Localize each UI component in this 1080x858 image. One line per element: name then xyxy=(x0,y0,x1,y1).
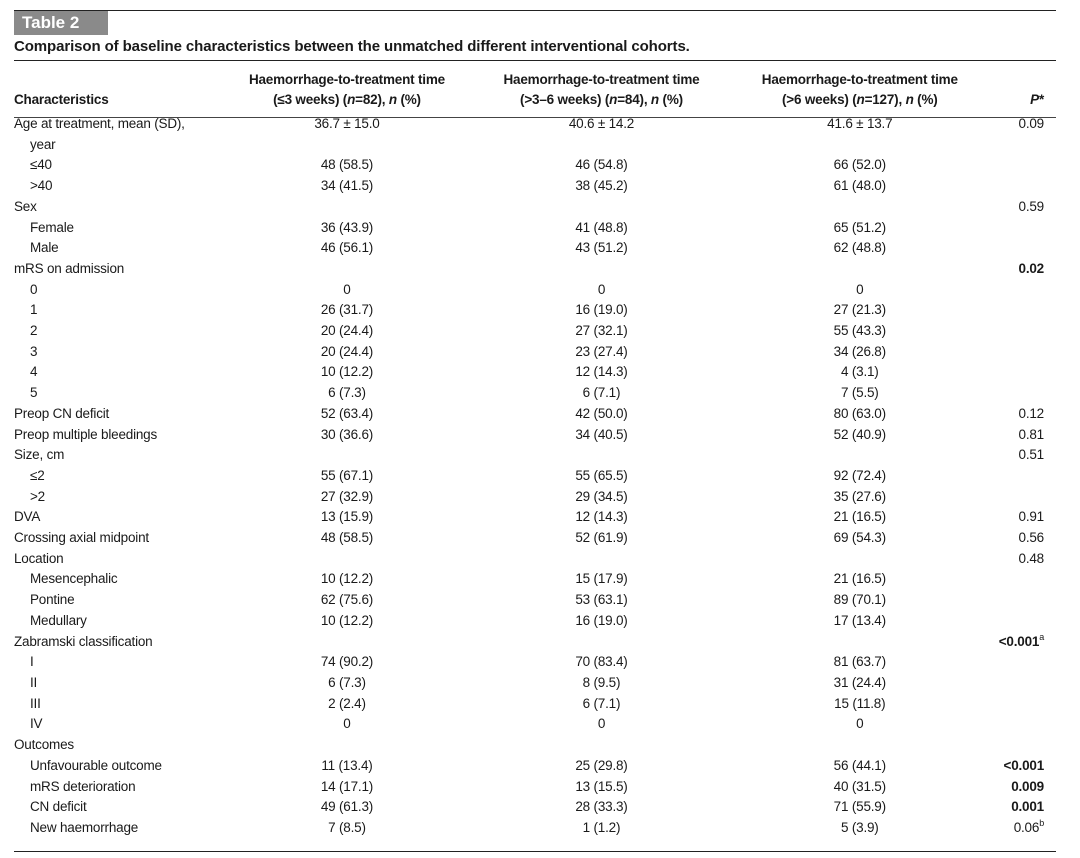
row-label: Outcomes xyxy=(14,737,74,753)
header-col-1 xyxy=(224,66,470,114)
row-label: 5 xyxy=(30,385,38,401)
row-label: Unfavourable outcome xyxy=(30,757,162,773)
header-col-2-line1: Haemorrhage-to-treatment time xyxy=(503,72,700,87)
row-label: Sex xyxy=(14,198,37,214)
header-col-3-n2: n xyxy=(905,92,914,107)
table-row xyxy=(14,714,1056,735)
cell-col-1: 13 (15.9) xyxy=(320,509,374,525)
cell-col-3: 80 (63.0) xyxy=(833,405,886,421)
row-label: >40 xyxy=(30,178,53,194)
cell-col-1: 10 (12.2) xyxy=(320,364,374,380)
cell-col-3: 52 (40.9) xyxy=(833,426,886,442)
p-value-text: 0.02 xyxy=(1018,260,1044,276)
table-row xyxy=(14,507,1056,528)
cell-col-3: 92 (72.4) xyxy=(833,467,886,483)
table-row xyxy=(14,611,1056,632)
header-col-3-line1: Haemorrhage-to-treatment time xyxy=(761,72,958,87)
row-label: DVA xyxy=(14,509,41,525)
row-label: II xyxy=(30,674,38,690)
row-label: IV xyxy=(30,716,43,732)
row-label: year xyxy=(30,136,56,152)
cell-col-2: 1 (1.2) xyxy=(582,819,621,835)
cell-col-2: 43 (51.2) xyxy=(575,240,628,256)
cell-col-1: 6 (7.3) xyxy=(328,674,366,690)
table-row xyxy=(14,197,1056,218)
row-label: Preop CN deficit xyxy=(14,405,110,421)
cell-col-3: 69 (54.3) xyxy=(833,530,886,546)
row-label: 1 xyxy=(30,302,38,318)
header-col-2 xyxy=(470,66,733,114)
row-label: mRS deterioration xyxy=(30,778,136,794)
row-label: 3 xyxy=(30,343,38,359)
row-label: I xyxy=(30,654,34,670)
table-row xyxy=(14,528,1056,549)
cell-p-value xyxy=(987,445,1056,466)
cell-p-value xyxy=(987,632,1056,653)
p-value-text: 0.09 xyxy=(1018,116,1044,131)
cell-col-2: 34 (40.5) xyxy=(575,426,628,442)
cell-col-1: 52 (63.4) xyxy=(320,405,374,421)
cell-col-2 xyxy=(470,735,733,756)
cell-col-2: 0 xyxy=(597,281,606,297)
row-label: Zabramski classification xyxy=(14,633,153,649)
cell-col-1: 14 (17.1) xyxy=(320,778,374,794)
table-row xyxy=(14,569,1056,590)
cell-col-2: 16 (19.0) xyxy=(575,612,628,628)
cell-col-3: 41.6 ± 13.7 xyxy=(827,116,893,131)
table-row xyxy=(14,445,1056,466)
row-label: Age at treatment, mean (SD), xyxy=(14,116,185,131)
cell-col-3 xyxy=(733,135,987,156)
caption-rule xyxy=(14,60,1056,61)
cell-p-value xyxy=(987,590,1056,611)
row-label: Crossing axial midpoint xyxy=(14,530,149,546)
table-row xyxy=(14,300,1056,321)
header-col-3-text-b: =127), xyxy=(864,92,906,107)
p-value-text: 0.009 xyxy=(1011,778,1044,794)
cell-col-2: 16 (19.0) xyxy=(575,302,628,318)
cell-col-3: 81 (63.7) xyxy=(833,654,886,670)
cell-col-2: 53 (63.1) xyxy=(575,592,628,608)
cell-col-1: 26 (31.7) xyxy=(320,302,374,318)
cell-col-3: 15 (11.8) xyxy=(834,695,886,711)
cell-col-1: 49 (61.3) xyxy=(320,799,374,815)
cell-col-2 xyxy=(470,259,733,280)
table-row xyxy=(14,466,1056,487)
table-row xyxy=(14,549,1056,570)
row-label: >2 xyxy=(30,488,45,504)
cell-p-value xyxy=(987,777,1056,798)
cell-col-3 xyxy=(733,445,987,466)
p-value-text: 0.51 xyxy=(1018,447,1044,463)
cell-col-2: 8 (9.5) xyxy=(582,674,621,690)
cell-col-1: 27 (32.9) xyxy=(320,488,374,504)
cell-p-value xyxy=(987,155,1056,176)
header-col-2-text-d: (%) xyxy=(658,92,683,107)
cell-p-value xyxy=(987,238,1056,259)
header-p-star: * xyxy=(1038,92,1044,107)
cell-p-value xyxy=(987,280,1056,301)
cell-p-value xyxy=(987,259,1056,280)
cell-col-1: 20 (24.4) xyxy=(320,323,374,339)
p-value-footnote: b xyxy=(1039,817,1044,828)
row-label: Mesencephalic xyxy=(30,571,118,587)
cell-col-1: 36.7 ± 15.0 xyxy=(314,116,380,131)
header-col-1-n: n xyxy=(347,92,356,107)
cell-col-2: 46 (54.8) xyxy=(575,157,628,173)
cell-col-1 xyxy=(224,632,470,653)
cell-col-1 xyxy=(224,197,470,218)
cell-p-value xyxy=(987,818,1056,839)
cell-p-value xyxy=(987,569,1056,590)
cell-col-3: 56 (44.1) xyxy=(833,757,886,773)
cell-col-2: 6 (7.1) xyxy=(582,385,621,401)
header-rule xyxy=(14,117,1056,118)
p-value-text: <0.001 xyxy=(1003,757,1044,773)
table-row xyxy=(14,321,1056,342)
table-row xyxy=(14,652,1056,673)
cell-col-1: 48 (58.5) xyxy=(320,157,374,173)
table-row xyxy=(14,155,1056,176)
header-col-1-line1: Haemorrhage-to-treatment time xyxy=(248,72,445,87)
cell-col-2: 40.6 ± 14.2 xyxy=(568,116,635,131)
cell-col-1 xyxy=(224,135,470,156)
cell-col-2: 41 (48.8) xyxy=(575,219,628,235)
cell-p-value xyxy=(987,797,1056,818)
cell-p-value xyxy=(987,528,1056,549)
table-row xyxy=(14,383,1056,404)
cell-p-value xyxy=(987,549,1056,570)
row-label: 0 xyxy=(30,281,38,297)
table-row xyxy=(14,176,1056,197)
header-characteristics: Characteristics xyxy=(14,92,109,107)
cell-p-value xyxy=(987,466,1056,487)
cell-p-value xyxy=(987,735,1056,756)
row-label: Size, cm xyxy=(14,447,65,463)
cell-p-value xyxy=(987,342,1056,363)
header-col-2-text-a: (>3–6 weeks) ( xyxy=(520,92,610,107)
header-col-1-n2: n xyxy=(388,92,397,107)
table-row xyxy=(14,632,1056,653)
cell-col-3: 61 (48.0) xyxy=(833,178,886,194)
table-row xyxy=(14,218,1056,239)
cell-p-value xyxy=(987,714,1056,735)
cell-col-3: 5 (3.9) xyxy=(840,819,879,835)
cell-p-value xyxy=(987,300,1056,321)
cell-col-1 xyxy=(224,735,470,756)
header-col-3-n: n xyxy=(856,92,865,107)
cell-col-1 xyxy=(224,445,470,466)
row-label: CN deficit xyxy=(30,799,87,815)
p-value-text: 0.59 xyxy=(1018,198,1044,214)
cell-col-2: 15 (17.9) xyxy=(575,571,628,587)
header-col-1-text-a: (≤3 weeks) ( xyxy=(273,92,348,107)
table-row xyxy=(14,487,1056,508)
p-value-footnote: a xyxy=(1039,631,1044,642)
cell-col-3: 89 (70.1) xyxy=(833,592,886,608)
cell-p-value xyxy=(987,756,1056,777)
cell-col-1: 30 (36.6) xyxy=(320,426,374,442)
p-value-text: 0.12 xyxy=(1018,405,1044,421)
p-value-text: 0.56 xyxy=(1018,530,1044,546)
table-row xyxy=(14,238,1056,259)
cell-p-value xyxy=(987,135,1056,156)
top-rule xyxy=(14,10,1056,11)
row-label: New haemorrhage xyxy=(30,819,139,835)
cell-col-3: 62 (48.8) xyxy=(833,240,886,256)
header-col-1-text-b: =82), xyxy=(355,92,389,107)
cell-col-1: 0 xyxy=(343,716,351,732)
cell-col-3 xyxy=(733,197,987,218)
cell-col-2: 12 (14.3) xyxy=(575,364,628,380)
cell-col-1: 46 (56.1) xyxy=(320,240,374,256)
cell-col-2: 25 (29.8) xyxy=(575,757,628,773)
cell-col-3: 21 (16.5) xyxy=(833,509,886,525)
cell-col-3: 66 (52.0) xyxy=(833,157,886,173)
cell-col-3: 65 (51.2) xyxy=(833,219,886,235)
header-p-letter: P xyxy=(1030,92,1039,107)
cell-col-2: 0 xyxy=(597,716,606,732)
p-value-text: 0.001 xyxy=(1011,799,1044,815)
table-row xyxy=(14,673,1056,694)
cell-col-3: 21 (16.5) xyxy=(833,571,886,587)
header-col-3-text-a: (>6 weeks) ( xyxy=(782,92,857,107)
cell-p-value xyxy=(987,652,1056,673)
row-label: 2 xyxy=(30,323,38,339)
cell-col-1: 11 (13.4) xyxy=(321,757,373,773)
cell-p-value xyxy=(987,404,1056,425)
row-label: 4 xyxy=(30,364,38,380)
table-row xyxy=(14,777,1056,798)
bottom-rule xyxy=(14,851,1056,852)
cell-col-2: 55 (65.5) xyxy=(575,467,628,483)
table-row xyxy=(14,404,1056,425)
cell-col-2: 13 (15.5) xyxy=(575,778,628,794)
table-row xyxy=(14,756,1056,777)
table-row xyxy=(14,259,1056,280)
row-label: III xyxy=(30,695,41,711)
cell-col-3: 31 (24.4) xyxy=(833,674,886,690)
header-col-2-n2: n xyxy=(650,92,659,107)
cell-col-2 xyxy=(470,549,733,570)
cell-p-value xyxy=(987,321,1056,342)
p-value-text: 0.06 xyxy=(1013,819,1040,835)
header-col-2-line2 xyxy=(470,90,733,110)
p-value-text: 0.81 xyxy=(1018,426,1044,442)
cell-col-1: 48 (58.5) xyxy=(320,530,374,546)
cell-col-2: 23 (27.4) xyxy=(575,343,628,359)
cell-p-value xyxy=(987,383,1056,404)
cell-col-2: 27 (32.1) xyxy=(575,323,628,339)
table-row xyxy=(14,135,1056,156)
header-col-1-line2 xyxy=(224,90,470,110)
cell-col-3 xyxy=(733,632,987,653)
cell-col-2: 70 (83.4) xyxy=(575,654,628,670)
cell-col-3 xyxy=(733,735,987,756)
cell-p-value xyxy=(987,694,1056,715)
header-row xyxy=(14,66,1056,114)
table-row xyxy=(14,362,1056,383)
header-col-3-text-d: (%) xyxy=(913,92,938,107)
cell-p-value xyxy=(987,425,1056,446)
cell-col-2 xyxy=(470,197,733,218)
cell-col-1 xyxy=(224,549,470,570)
header-p-value xyxy=(987,66,1056,114)
cell-p-value xyxy=(987,176,1056,197)
row-label: Pontine xyxy=(30,592,75,608)
header-col-3 xyxy=(733,66,987,114)
p-value-text: <0.001 xyxy=(998,633,1040,649)
cell-col-1: 6 (7.3) xyxy=(328,385,366,401)
cell-col-2: 42 (50.0) xyxy=(575,405,628,421)
cell-p-value xyxy=(987,611,1056,632)
cell-col-2 xyxy=(470,135,733,156)
cell-col-3: 55 (43.3) xyxy=(833,323,886,339)
header-col-1-text-d: (%) xyxy=(396,92,421,107)
cell-col-2: 6 (7.1) xyxy=(582,695,621,711)
cell-col-1: 7 (8.5) xyxy=(328,819,366,835)
cell-col-3: 7 (5.5) xyxy=(840,385,879,401)
table-row xyxy=(14,818,1056,839)
cell-col-2: 12 (14.3) xyxy=(575,509,628,525)
table-caption: Comparison of baseline characteristics between the unmatched different interventional cohorts. xyxy=(14,38,690,55)
cell-p-value xyxy=(987,362,1056,383)
cell-col-1: 34 (41.5) xyxy=(320,178,374,194)
cell-col-3 xyxy=(733,549,987,570)
cell-col-3: 0 xyxy=(856,281,864,297)
table-label: Table 2 xyxy=(14,11,108,35)
cell-col-1: 0 xyxy=(343,281,351,297)
row-label: ≤2 xyxy=(30,467,45,483)
cell-col-1: 36 (43.9) xyxy=(320,219,374,235)
p-value-text: 0.91 xyxy=(1018,509,1044,525)
table-row xyxy=(14,797,1056,818)
table-row xyxy=(14,735,1056,756)
row-label: ≤40 xyxy=(30,157,52,173)
cell-p-value xyxy=(987,487,1056,508)
cell-col-1: 10 (12.2) xyxy=(320,571,374,587)
cell-col-1: 10 (12.2) xyxy=(320,612,374,628)
cell-col-3: 17 (13.4) xyxy=(833,612,886,628)
table-row xyxy=(14,342,1056,363)
cell-col-1: 20 (24.4) xyxy=(320,343,374,359)
cell-col-3: 40 (31.5) xyxy=(833,778,886,794)
cell-col-3: 71 (55.9) xyxy=(833,799,886,815)
cell-col-3: 35 (27.6) xyxy=(833,488,886,504)
cell-col-1: 2 (2.4) xyxy=(328,695,366,711)
row-label: Female xyxy=(30,219,74,235)
cell-col-3: 34 (26.8) xyxy=(833,343,886,359)
cell-col-1 xyxy=(224,259,470,280)
cell-col-1: 62 (75.6) xyxy=(320,592,374,608)
row-label: Male xyxy=(30,240,59,256)
p-value-text: 0.48 xyxy=(1018,550,1044,566)
header-col-3-line2 xyxy=(733,90,987,110)
table-row xyxy=(14,694,1056,715)
row-label: Location xyxy=(14,550,64,566)
row-label: Preop multiple bleedings xyxy=(14,426,158,442)
table-row xyxy=(14,425,1056,446)
table-row xyxy=(14,280,1056,301)
cell-col-2: 29 (34.5) xyxy=(575,488,628,504)
cell-col-2: 28 (33.3) xyxy=(575,799,628,815)
cell-p-value xyxy=(987,218,1056,239)
header-col-2-n: n xyxy=(609,92,618,107)
header-col-2-text-b: =84), xyxy=(617,92,651,107)
cell-col-1: 55 (67.1) xyxy=(320,467,374,483)
data-table xyxy=(14,66,1056,839)
cell-col-2: 52 (61.9) xyxy=(575,530,628,546)
cell-col-3: 4 (3.1) xyxy=(840,364,879,380)
cell-col-3: 0 xyxy=(856,716,864,732)
cell-col-3 xyxy=(733,259,987,280)
row-label: Medullary xyxy=(30,612,87,628)
cell-p-value xyxy=(987,673,1056,694)
cell-col-2 xyxy=(470,632,733,653)
cell-p-value xyxy=(987,507,1056,528)
row-label: mRS on admission xyxy=(14,260,125,276)
table-row xyxy=(14,590,1056,611)
table-body xyxy=(14,114,1056,839)
cell-col-1: 74 (90.2) xyxy=(320,654,374,670)
cell-col-2: 38 (45.2) xyxy=(575,178,628,194)
cell-col-3: 27 (21.3) xyxy=(833,302,886,318)
cell-col-2 xyxy=(470,445,733,466)
cell-p-value xyxy=(987,197,1056,218)
